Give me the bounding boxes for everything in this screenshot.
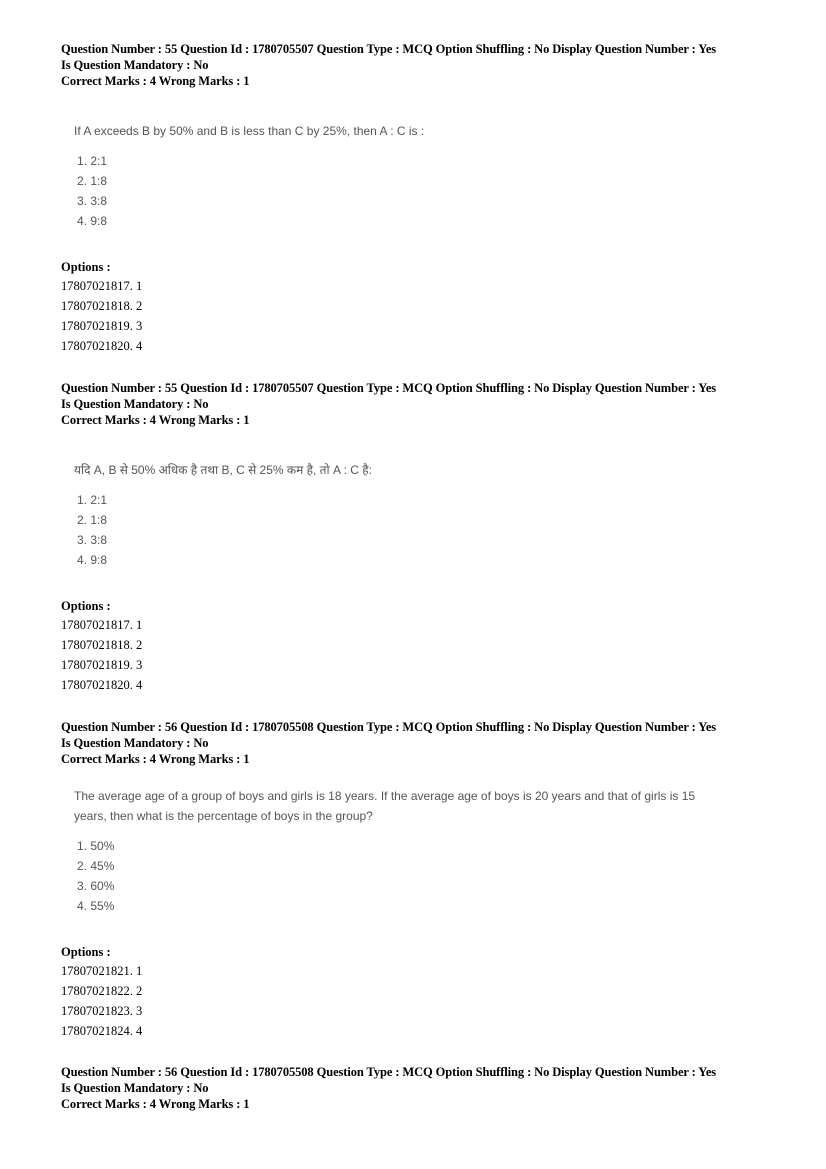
choice-item: 3. 60% — [77, 879, 115, 893]
option-row: 17807021822. 2 — [61, 984, 143, 998]
option-row: 17807021817. 1 — [61, 618, 143, 632]
choice-item: 1. 50% — [77, 839, 115, 853]
option-row: 17807021821. 1 — [61, 964, 143, 978]
mandatory-line: Is Question Mandatory : No — [61, 736, 209, 750]
option-row: 17807021817. 1 — [61, 279, 143, 293]
choice-item: 1. 2:1 — [77, 154, 108, 168]
question-meta-line: Question Number : 56 Question Id : 1780705508 Question Type : MCQ Option Shuffling : No Display Question Number : Yes — [61, 1065, 717, 1079]
options-section — [61, 597, 781, 695]
option-row: 17807021818. 2 — [61, 299, 143, 313]
question-text: If A exceeds B by 50% and B is less than C by 25%, then A : C is : — [74, 124, 425, 138]
options-label: Options : — [61, 945, 111, 959]
option-row: 17807021820. 4 — [61, 339, 143, 353]
question-image — [74, 121, 424, 231]
mandatory-line: Is Question Mandatory : No — [61, 58, 209, 72]
choice-item: 2. 1:8 — [77, 513, 108, 527]
choice-item: 2. 1:8 — [77, 174, 108, 188]
question-text: The average age of a group of boys and girls is 18 years. If the average age of boys is 20 years and that of girls is 15 — [74, 789, 696, 803]
choice-item: 4. 9:8 — [77, 214, 108, 228]
option-row: 17807021824. 4 — [61, 1024, 143, 1038]
question-meta-line: Question Number : 56 Question Id : 1780705508 Question Type : MCQ Option Shuffling : No Display Question Number : Yes — [61, 720, 717, 734]
question-text: years, then what is the percentage of boys in the group? — [74, 809, 373, 823]
question-image — [74, 786, 695, 916]
question-meta-line: Question Number : 55 Question Id : 1780705507 Question Type : MCQ Option Shuffling : No Display Question Number : Yes — [61, 42, 717, 56]
option-row: 17807021819. 3 — [61, 319, 143, 333]
option-row: 17807021820. 4 — [61, 678, 143, 692]
option-row: 17807021823. 3 — [61, 1004, 143, 1018]
question-header — [61, 719, 781, 767]
mandatory-line: Is Question Mandatory : No — [61, 397, 209, 411]
options-label: Options : — [61, 260, 111, 274]
question-header — [61, 41, 781, 89]
question-header — [61, 380, 781, 428]
mandatory-line: Is Question Mandatory : No — [61, 1081, 209, 1095]
options-section — [61, 258, 781, 356]
option-row: 17807021818. 2 — [61, 638, 143, 652]
marks-line: Correct Marks : 4 Wrong Marks : 1 — [61, 1097, 250, 1111]
marks-line: Correct Marks : 4 Wrong Marks : 1 — [61, 74, 250, 88]
choice-item: 3. 3:8 — [77, 194, 108, 208]
options-label: Options : — [61, 599, 111, 613]
question-text: यदि A, B से 50% अधिक है तथा B, C से 25% कम है, तो A : C है: — [74, 463, 373, 477]
option-row: 17807021819. 3 — [61, 658, 143, 672]
marks-line: Correct Marks : 4 Wrong Marks : 1 — [61, 413, 250, 427]
question-header — [61, 1064, 781, 1112]
marks-line: Correct Marks : 4 Wrong Marks : 1 — [61, 752, 250, 766]
choice-item: 3. 3:8 — [77, 533, 108, 547]
choice-item: 4. 9:8 — [77, 553, 108, 567]
options-section — [61, 943, 781, 1041]
choice-item: 1. 2:1 — [77, 493, 108, 507]
question-image — [74, 460, 372, 570]
choice-item: 4. 55% — [77, 899, 115, 913]
question-meta-line: Question Number : 55 Question Id : 1780705507 Question Type : MCQ Option Shuffling : No Display Question Number : Yes — [61, 381, 717, 395]
choice-item: 2. 45% — [77, 859, 115, 873]
